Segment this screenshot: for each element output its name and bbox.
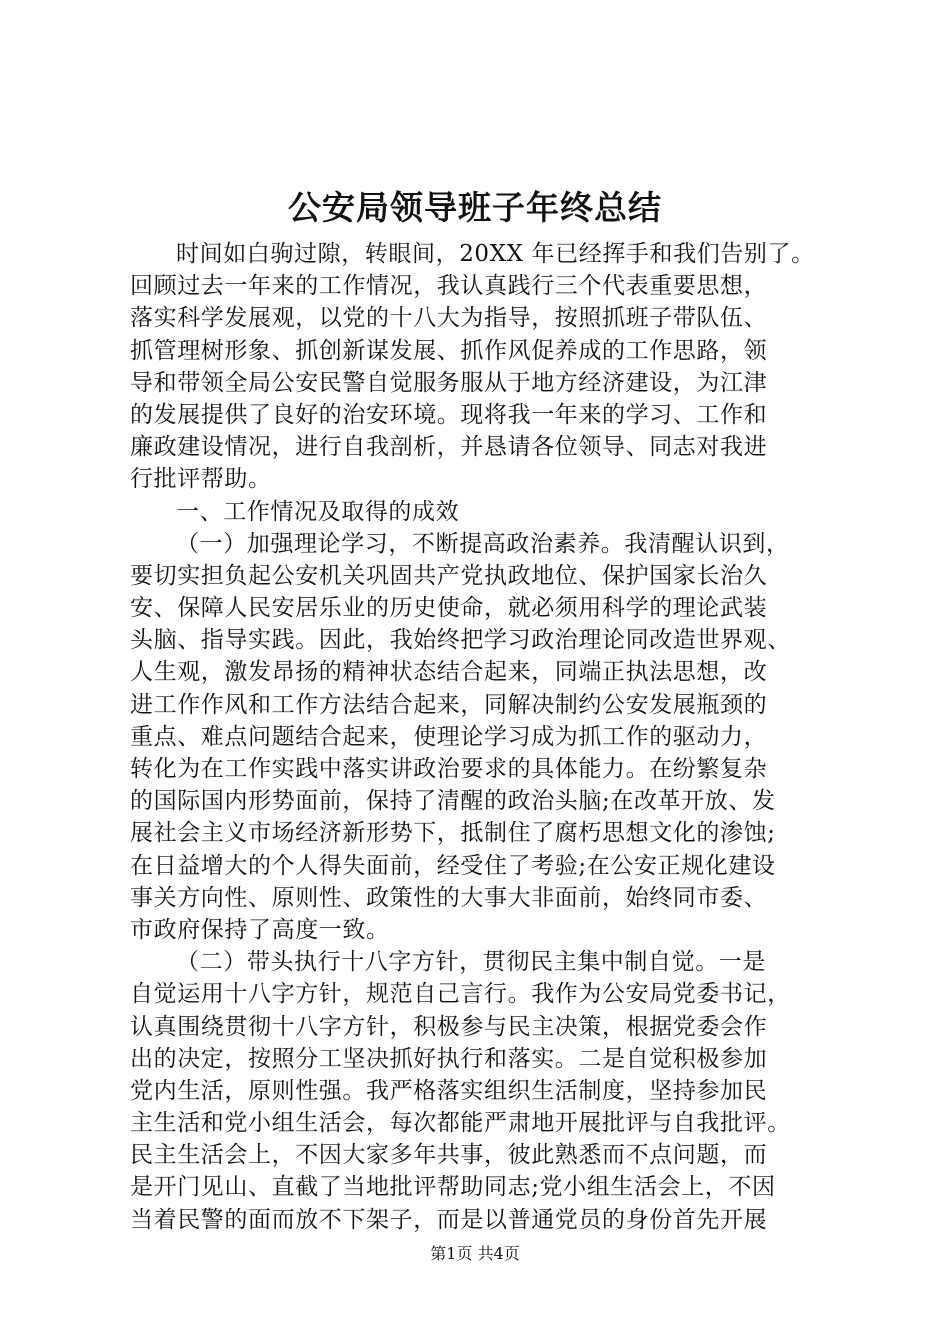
text-line: 重点、难点问题结合起来，使理论学习成为抓工作的驱动力， (130, 723, 768, 750)
text-line: 是开门见山、直截了当地批评帮助同志;党小组生活会上，不因 (130, 1174, 776, 1201)
text-line: 头脑、指导实践。因此，我始终把学习政治理论同改造世界观、 (130, 627, 791, 654)
text-line: 时间如白驹过隙，转眼间，20XX 年已经挥手和我们告别了。 (176, 241, 815, 267)
text-line: （二）带头执行十八字方针，贯彻民主集中制自觉。一是 (176, 949, 766, 976)
text-line: 转化为在工作实践中落实讲政治要求的具体能力。在纷繁复杂 (130, 756, 768, 782)
text-line: 出的决定，按照分工坚决抓好执行和落实。二是自觉积极参加 (130, 1045, 768, 1072)
page-footer: 第1页 共4页 (430, 1244, 520, 1263)
text-line: 要切实担负起公安机关巩固共产党执政地位、保护国家长治久 (130, 562, 768, 589)
text-line: 落实科学发展观，以党的十八大为指导，按照抓班子带队伍、 (130, 305, 768, 332)
text-line: 回顾过去一年来的工作情况，我认真践行三个代表重要思想， (130, 273, 768, 300)
text-line: 民主生活会上，不因大家多年共事，彼此熟悉而不点问题，而 (130, 1142, 768, 1169)
text-line: 自觉运用十八字方针，规范自己言行。我作为公安局党委书记， (130, 981, 791, 1008)
text-line: 事关方向性、原则性、政策性的大事大非面前，始终同市委、 (130, 884, 768, 911)
text-line: （一）加强理论学习，不断提高政治素养。我清醒认识到， (176, 530, 790, 557)
text-line: 展社会主义市场经济新形势下，抵制住了腐朽思想文化的渗蚀; (130, 820, 776, 847)
text-line: 廉政建设情况，进行自我剖析，并恳请各位领导、同志对我进 (130, 434, 768, 461)
document-title: 公安局领导班子年终总结 (288, 188, 662, 227)
text-line: 安、保障人民安居乐业的历史使命，就必须用科学的理论武装 (130, 595, 768, 622)
section-heading: 一、工作情况及取得的成效 (176, 498, 460, 525)
text-line: 导和带领全局公安民警自觉服务服从于地方经济建设，为江津 (130, 369, 768, 396)
text-line: 市政府保持了高度一致。 (130, 916, 390, 943)
text-line: 的发展提供了良好的治安环境。现将我一年来的学习、工作和 (130, 401, 768, 428)
text-line: 行批评帮助。 (130, 466, 272, 493)
text-line: 认真围绕贯彻十八字方针，积极参与民主决策，根据党委会作 (130, 1013, 768, 1040)
text-line: 当着民警的面而放不下架子，而是以普通党员的身份首先开展 (130, 1206, 768, 1233)
text-line: 进工作作风和工作方法结合起来，同解决制约公安发展瓶颈的 (130, 691, 768, 718)
document-body (130, 238, 850, 1236)
text-line: 党内生活，原则性强。我严格落实组织生活制度，坚持参加民 (130, 1077, 768, 1104)
text-line: 抓管理树形象、抓创新谋发展、抓作风促养成的工作思路，领 (130, 337, 768, 364)
text-line: 主生活和党小组生活会，每次都能严肃地开展批评与自我批评。 (130, 1110, 791, 1137)
text-line: 的国际国内形势面前，保持了清醒的政治头脑;在改革开放、发 (130, 788, 776, 815)
text-line: 人生观，激发昂扬的精神状态结合起来，同端正执法思想，改 (130, 659, 768, 686)
text-line: 在日益增大的个人得失面前，经受住了考验;在公安正规化建设 (130, 852, 776, 879)
